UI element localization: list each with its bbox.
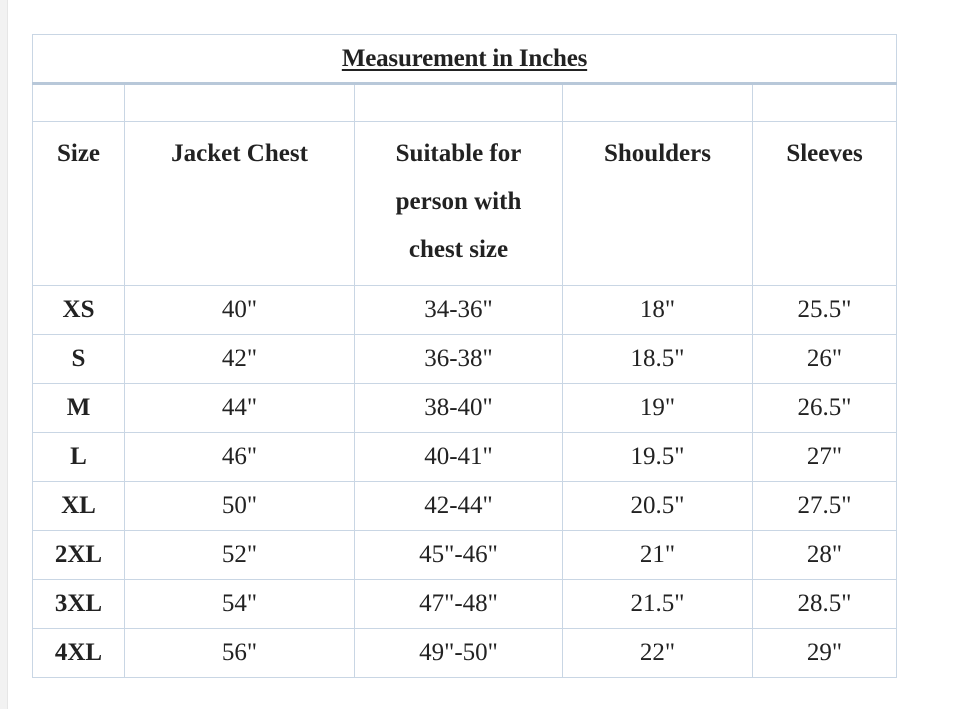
- cell-suitable-chest-size: 42-44": [355, 482, 563, 531]
- cell-size: L: [33, 433, 125, 482]
- cell-jacket-chest: 40": [125, 286, 355, 335]
- empty-cell: [753, 84, 897, 122]
- cell-jacket-chest: 54": [125, 580, 355, 629]
- cell-shoulders: 20.5": [563, 482, 753, 531]
- cell-suitable-chest-size: 45"-46": [355, 531, 563, 580]
- table-body: [33, 286, 897, 678]
- size-chart-table: [32, 34, 897, 678]
- cell-size: 4XL: [33, 629, 125, 678]
- table-row: [33, 531, 897, 580]
- table-row: [33, 384, 897, 433]
- empty-cell: [355, 84, 563, 122]
- table-row: [33, 580, 897, 629]
- cell-suitable-chest-size: 47"-48": [355, 580, 563, 629]
- cell-sleeves: 26.5": [753, 384, 897, 433]
- cell-suitable-chest-size: 49"-50": [355, 629, 563, 678]
- empty-cell: [563, 84, 753, 122]
- header-sleeves: Sleeves: [753, 122, 897, 286]
- cell-size: 2XL: [33, 531, 125, 580]
- cell-sleeves: 27": [753, 433, 897, 482]
- header-shoulders: Shoulders: [563, 122, 753, 286]
- cell-jacket-chest: 50": [125, 482, 355, 531]
- cell-sleeves: 26": [753, 335, 897, 384]
- cell-size: XS: [33, 286, 125, 335]
- page-edge: [0, 0, 8, 709]
- cell-suitable-chest-size: 34-36": [355, 286, 563, 335]
- cell-shoulders: 22": [563, 629, 753, 678]
- cell-shoulders: 19.5": [563, 433, 753, 482]
- title-row: [33, 35, 897, 84]
- empty-cell: [125, 84, 355, 122]
- table-row: [33, 482, 897, 531]
- cell-size: S: [33, 335, 125, 384]
- cell-shoulders: 19": [563, 384, 753, 433]
- header-suitable-chest-size: Suitable for person with chest size: [355, 122, 563, 286]
- cell-jacket-chest: 42": [125, 335, 355, 384]
- cell-sleeves: 29": [753, 629, 897, 678]
- cell-size: M: [33, 384, 125, 433]
- cell-shoulders: 21.5": [563, 580, 753, 629]
- table-row: [33, 286, 897, 335]
- cell-shoulders: 21": [563, 531, 753, 580]
- empty-cell: [33, 84, 125, 122]
- table-title: Measurement in Inches: [33, 35, 897, 84]
- cell-suitable-chest-size: 38-40": [355, 384, 563, 433]
- cell-suitable-chest-size: 36-38": [355, 335, 563, 384]
- table-row: [33, 335, 897, 384]
- spacer-row: [33, 84, 897, 122]
- cell-sleeves: 27.5": [753, 482, 897, 531]
- cell-shoulders: 18": [563, 286, 753, 335]
- cell-jacket-chest: 52": [125, 531, 355, 580]
- cell-jacket-chest: 44": [125, 384, 355, 433]
- header-size: Size: [33, 122, 125, 286]
- table-row: [33, 433, 897, 482]
- cell-jacket-chest: 46": [125, 433, 355, 482]
- cell-suitable-chest-size: 40-41": [355, 433, 563, 482]
- cell-sleeves: 25.5": [753, 286, 897, 335]
- cell-shoulders: 18.5": [563, 335, 753, 384]
- cell-sleeves: 28": [753, 531, 897, 580]
- header-jacket-chest: Jacket Chest: [125, 122, 355, 286]
- cell-size: 3XL: [33, 580, 125, 629]
- cell-sleeves: 28.5": [753, 580, 897, 629]
- table-row: [33, 629, 897, 678]
- cell-jacket-chest: 56": [125, 629, 355, 678]
- header-row: [33, 122, 897, 286]
- cell-size: XL: [33, 482, 125, 531]
